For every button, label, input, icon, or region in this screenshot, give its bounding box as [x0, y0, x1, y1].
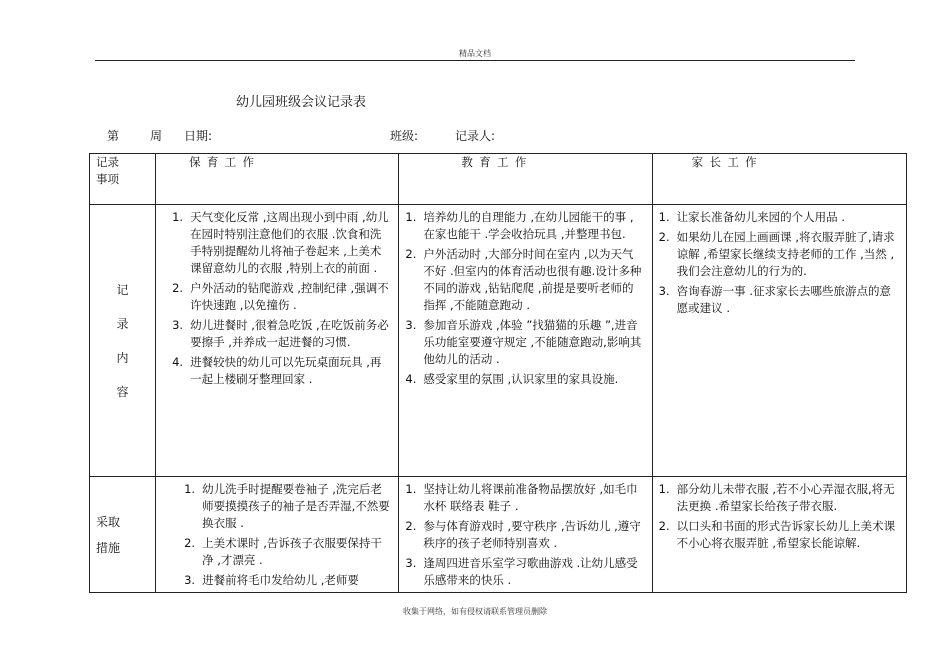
- content-row: [90, 205, 907, 477]
- table-header-row: [90, 154, 907, 205]
- header-label-cell: [90, 154, 156, 205]
- content-label-char: 容: [116, 384, 129, 399]
- column-header-parents: 家长工作: [652, 154, 906, 205]
- content-education-list: [399, 205, 651, 388]
- list-item: 1. 培养幼儿的自理能力 ,在幼儿园能干的事 ,在家也能干 .学会收拾玩具 ,并整理书包.: [405, 210, 634, 241]
- date-label: 日期:: [184, 129, 213, 143]
- meeting-record-table: [89, 153, 907, 593]
- header-label-line1: 记录: [96, 155, 119, 169]
- content-care-cell: [156, 205, 399, 477]
- measures-care-cell: [156, 477, 399, 593]
- content-row-label: [90, 205, 156, 477]
- list-item: 1. 天气变化反常 ,这周出现小到中雨 ,幼儿在园时特别注意他们的衣服 .饮食和洗手特别提醒幼儿将袖子卷起来 ,上美术课留意幼儿的衣服 ,特别上衣的前面 .: [172, 210, 389, 275]
- measures-education-cell: [399, 477, 652, 593]
- measures-parents-list: [653, 477, 906, 552]
- measures-care-list: [156, 477, 398, 589]
- footer-note: 收集于网络，如有侵权请联系管理员删除: [403, 607, 547, 616]
- list-item: 2. 以口头和书面的形式告诉家长幼儿上美术课不小心将衣服弄脏 ,希望家长能谅解.: [658, 519, 896, 550]
- list-item: 3. 咨询春游一事 .征求家长去哪些旅游点的意愿或建议 .: [658, 284, 891, 315]
- list-item: 1. 让家长准备幼儿来园的个人用品 .: [658, 210, 845, 224]
- document-title: 幼儿园班级会议记录表: [236, 95, 367, 110]
- week-prefix: 第: [107, 129, 120, 143]
- list-item: 2. 参与体育游戏时 ,要守秩序 ,告诉幼儿 ,遵守秩序的孩子老师特别喜欢 .: [405, 519, 641, 550]
- class-label: 班级:: [390, 129, 419, 143]
- week-suffix: 周: [150, 129, 163, 143]
- list-item: 2. 如果幼儿在园上画画课 ,将衣服弄脏了,请求谅解 ,希望家长继续支持老师的工作 ,当然 ,我们会注意幼儿的行为的.: [658, 230, 895, 278]
- header-label-line2: 事项: [96, 172, 119, 186]
- list-item: 4. 感受家里的氛围 ,认识家里的家具设施.: [405, 372, 619, 386]
- header-tag: 精品文档: [459, 49, 491, 58]
- measures-education-list: [399, 477, 651, 589]
- list-item: 3. 逢周四进音乐室学习歌曲游戏 .让幼儿感受乐感带来的快乐 .: [405, 556, 638, 587]
- column-header-care: 保育工作: [156, 154, 399, 205]
- list-item: 3. 幼儿进餐时 ,很着急吃饭 ,在吃饭前务必要擦手 ,并养成一起进餐的习惯.: [172, 318, 389, 349]
- list-item: 3. 进餐前将毛巾发给幼儿 ,老师要: [184, 573, 359, 587]
- list-item: 4. 进餐较快的幼儿可以先玩桌面玩具 ,再一起上楼刷牙整理回家 .: [172, 355, 382, 386]
- list-item: 3. 参加音乐游戏 ,体验 ”找猫猫的乐趣 ”,进音乐功能室要遵守规定 ,不能随意跑动,影响其他幼儿的活动 .: [405, 318, 642, 366]
- content-care-list: [156, 205, 398, 388]
- content-parents-cell: [652, 205, 906, 477]
- list-item: 2. 户外活动的钻爬游戏 ,控制纪律 ,强调不许快速跑 ,以免撞伤 .: [172, 281, 389, 312]
- header-rule: [95, 60, 855, 61]
- list-item: 1. 坚持让幼儿将课前准备物品摆放好 ,如毛巾 水杯 联络表 鞋子 .: [405, 482, 638, 513]
- column-header-education: 教育工作: [399, 154, 652, 205]
- content-parents-list: [653, 205, 906, 317]
- list-item: 1. 部分幼儿未带衣服 ,若不小心弄湿衣服,将无法更换 .希望家长给孩子带衣服.: [658, 482, 895, 513]
- content-label-char: 记: [116, 282, 129, 297]
- content-education-cell: [399, 205, 652, 477]
- list-item: 2. 户外活动时 ,大部分时间在室内 ,以为天气不好 .但室内的体育活动也很有趣.设计多种不同的游戏 ,钻钻爬爬 ,前提是要听老师的指挥 ,不能随意跑动 .: [405, 247, 642, 312]
- content-label-char: 录: [116, 316, 129, 331]
- content-label-char: 内: [116, 350, 129, 365]
- measures-row: [90, 477, 907, 593]
- recorder-label: 记录人:: [455, 129, 496, 143]
- measures-row-label: [90, 477, 156, 593]
- list-item: 1. 幼儿洗手时提醒要卷袖子 ,洗完后老师要摸摸孩子的袖子是否弄湿,不然要换衣服 .: [184, 482, 390, 530]
- measures-parents-cell: [652, 477, 906, 593]
- measures-label-line1: 采取: [96, 514, 121, 529]
- measures-label-line2: 措施: [96, 540, 121, 555]
- list-item: 2. 上美术课时 ,告诉孩子衣服要保持干净 ,才漂亮 .: [184, 536, 382, 567]
